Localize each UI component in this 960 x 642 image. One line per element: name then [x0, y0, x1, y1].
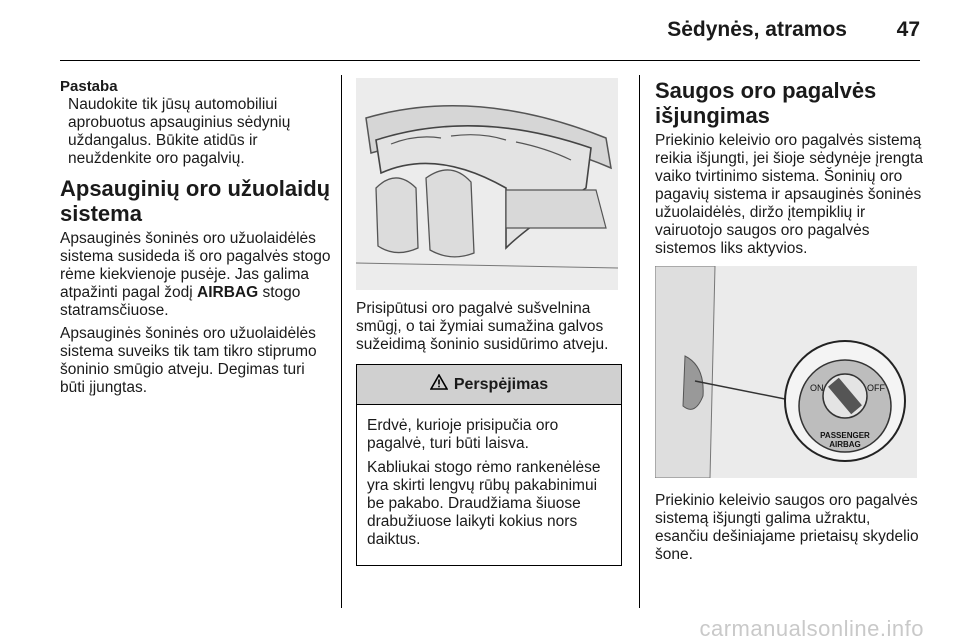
- header-rule: [60, 60, 920, 61]
- column-3: [655, 78, 927, 569]
- note-label: Pastaba: [60, 78, 118, 95]
- note-text: Naudokite tik jūsų automobiliui aprobuotus apsauginius sėdynių uždangalus. Būkite atidūs ir neuždenkite oro pagalvių.: [68, 96, 291, 167]
- section-heading-curtain-airbag: Apsauginių oro užuolaidų sistema: [60, 176, 331, 226]
- airbag-switch-caption: Priekinio keleivio saugos oro pagalvės sistemą išjungti galima užraktu, esančiu dešiniajame prietaisų skydelio šone.: [655, 492, 919, 563]
- page-number: 47: [896, 18, 920, 41]
- switch-airbag-label: AIRBAG: [829, 440, 861, 449]
- page-header-title: Sėdynės, atramos: [667, 18, 847, 41]
- warning-header: [357, 365, 621, 405]
- curtain-airbag-paragraph-1: Apsauginės šoninės oro užuolaidėlės sistema susideda iš oro pagalvės stogo rėme kiekvienoje pusėje. Jas galima atpažinti pagal žodį AIRBAG stogo statramsčiuose.: [60, 230, 331, 319]
- column-divider-2: [639, 75, 640, 608]
- switch-on-label: ON: [810, 383, 824, 393]
- airbag-switch-illustration: [655, 266, 917, 478]
- warning-title: Perspėjimas: [453, 375, 549, 393]
- warning-paragraph-2: Kabliukai stogo rėmo rankenėlėse yra skirti lengvų rūbų pakabinimui be pakabo. Draudžiama šiuose drabužiuose laikyti kokius nors daiktus.: [367, 459, 601, 548]
- curtain-airbag-paragraph-2: Apsauginės šoninės oro užuolaidėlės sistema suveiks tik tam tikro stiprumo šoninio smūgio atveju. Degimas turi būti įjungtas.: [60, 325, 317, 396]
- section-heading-airbag-deactivation: Saugos oro pagalvės išjungimas: [655, 78, 877, 128]
- warning-paragraph-1: Erdvė, kurioje prisipučia oro pagalvė, turi būti laisva.: [367, 417, 559, 452]
- warning-body: [357, 405, 621, 565]
- warning-triangle-icon: [430, 374, 448, 395]
- column-divider-1: [341, 75, 342, 608]
- airbag-deactivation-paragraph: Priekinio keleivio oro pagalvės sistemą reikia išjungti, jei šioje sėdynėje įrengta vaiko tvirtinimo sistema. Šoninių oro pagavių sistema ir apsauginės šoninės užuolaidėlės, diržo įtempiklių ir vairuotojo saugos oro pagalvės sistemos liks aktyvios.: [655, 132, 923, 257]
- column-1: [60, 78, 332, 402]
- curtain-airbag-illustration: [356, 78, 618, 290]
- column-2: [356, 78, 626, 566]
- curtain-airbag-caption: Prisipūtusi oro pagalvė sušvelnina smūgį, o tai žymiai sumažina galvos sužeidimą šoninio susidūrimo atveju.: [356, 300, 609, 353]
- switch-passenger-label: PASSENGER: [820, 431, 870, 440]
- warning-box: [356, 364, 622, 566]
- switch-off-label: OFF: [867, 383, 885, 393]
- watermark: carmanualsonline.info: [699, 616, 924, 641]
